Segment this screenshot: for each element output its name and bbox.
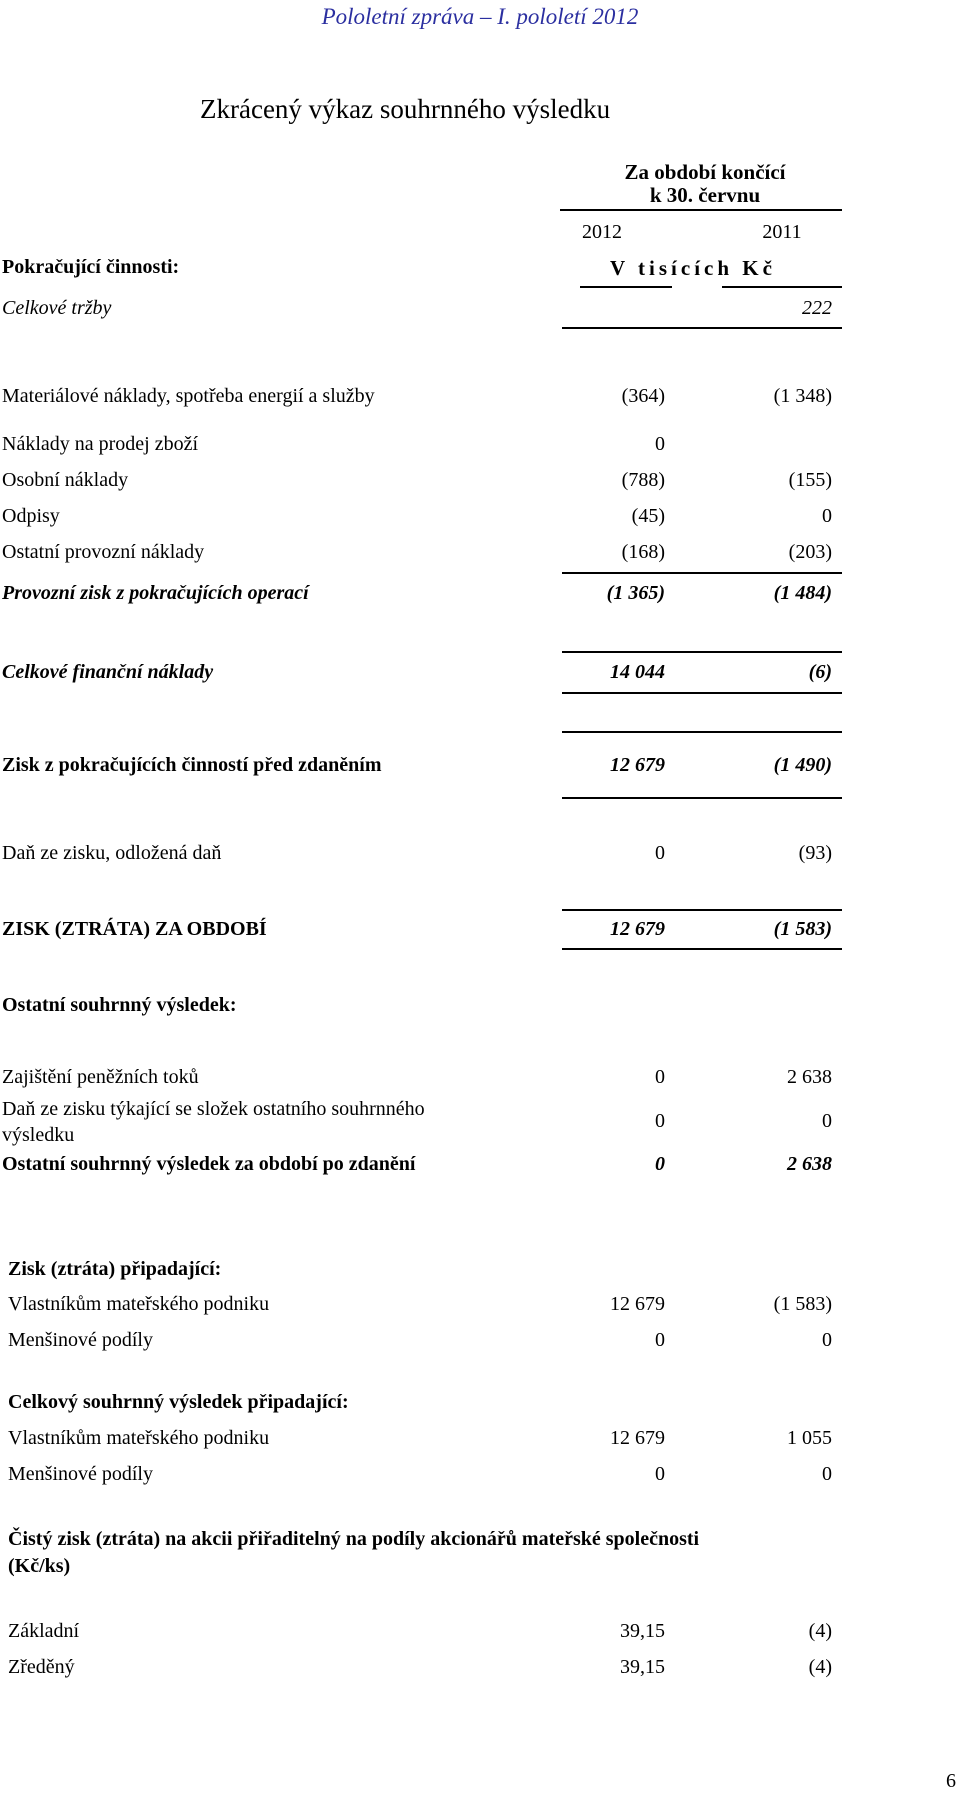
units-underline-2011 <box>722 286 842 288</box>
row-odpisy <box>0 505 960 533</box>
row-label: Čistý zisk (ztráta) na akcii přiřaditelný na podíly akcionářů mateřské společnosti <box>8 1528 700 1550</box>
value-2012: 0 <box>655 1153 665 1175</box>
row-celkove-trzby <box>0 297 960 325</box>
rule <box>562 797 842 799</box>
row-ostatni-souhrnny-po-zdaneni <box>0 1153 960 1181</box>
value-2011: (203) <box>788 541 832 563</box>
row-celkovy-souhrnny-pripadajici <box>0 1391 960 1419</box>
row-mensinove-2 <box>0 1463 960 1491</box>
value-2011: 222 <box>802 297 832 319</box>
value-2011: 1 055 <box>787 1427 832 1449</box>
rule <box>562 327 842 329</box>
page-title: Zkrácený výkaz souhrnného výsledku <box>200 94 611 124</box>
row-label: Menšinové podíly <box>8 1463 153 1485</box>
row-zisk-pripadajici <box>0 1258 960 1286</box>
row-label: (Kč/ks) <box>8 1555 71 1577</box>
value-2011: (155) <box>788 469 832 491</box>
row-label: Celkové finanční náklady <box>2 661 214 683</box>
units-label: V tisících Kč <box>610 256 776 280</box>
value-2012: 12 679 <box>610 754 665 776</box>
row-mensinove-1 <box>0 1329 960 1357</box>
row-label: Celkový souhrnný výsledek připadající: <box>8 1391 349 1413</box>
running-header: Pololetní zpráva – I. pololetí 2012 <box>321 4 639 29</box>
row-zisk-pred-zdanenim <box>0 754 960 782</box>
value-2012: 0 <box>655 842 665 864</box>
row-vlastnikum-2 <box>0 1427 960 1455</box>
value-2011: (4) <box>808 1620 832 1642</box>
rule <box>562 572 842 574</box>
value-2012: 12 679 <box>610 1293 665 1315</box>
row-provozni-zisk <box>0 582 960 610</box>
value-2012: 0 <box>655 1066 665 1088</box>
row-zredeny <box>0 1656 960 1684</box>
row-zajisteni-penezních-toku <box>0 1066 960 1094</box>
rule <box>562 948 842 950</box>
row-label: Provozní zisk z pokračujících operací <box>2 582 309 604</box>
row-label: Menšinové podíly <box>8 1329 153 1351</box>
value-2011: 0 <box>822 1463 832 1485</box>
row-label: Daň ze zisku týkající se složek ostatního souhrnného <box>2 1098 425 1120</box>
value-2011: (93) <box>798 842 832 864</box>
value-2012: (788) <box>621 469 665 491</box>
value-2012: 0 <box>655 1110 665 1132</box>
value-2012: (1 365) <box>606 582 665 604</box>
value-2011: 0 <box>822 505 832 527</box>
value-2011: (4) <box>808 1656 832 1678</box>
row-naklady-na-prodej-zbozi <box>0 433 960 461</box>
row-label: výsledku <box>2 1124 75 1146</box>
row-label: Odpisy <box>2 505 60 527</box>
section-continuing-label: Pokračující činnosti: <box>2 256 180 278</box>
value-2012: 0 <box>655 433 665 455</box>
row-label: Zředěný <box>8 1656 75 1678</box>
row-zisk-za-obdobi <box>0 918 960 946</box>
row-label: Celkové tržby <box>2 297 112 319</box>
row-dan-ze-zisku <box>0 842 960 870</box>
value-2011: (6) <box>808 661 832 683</box>
period-underline <box>560 209 842 211</box>
page-number: 6 <box>946 1770 956 1792</box>
row-zakladni <box>0 1620 960 1648</box>
row-label: Základní <box>8 1620 80 1642</box>
section-continuing <box>0 256 960 284</box>
value-2012: 12 679 <box>610 918 665 940</box>
row-label: Vlastníkům mateřského podniku <box>8 1293 270 1315</box>
row-ostatni-souhrnny-vysledek <box>0 994 960 1022</box>
year-2011: 2011 <box>762 221 802 243</box>
row-materialove-naklady <box>0 385 960 413</box>
row-label: Zisk (ztráta) připadající: <box>8 1258 222 1280</box>
row-label: Zisk z pokračujících činností před zdaněním <box>2 754 382 776</box>
year-2012: 2012 <box>582 221 622 243</box>
row-label: Ostatní provozní náklady <box>2 541 205 563</box>
value-2011: (1 583) <box>773 918 832 940</box>
value-2011: 0 <box>822 1110 832 1132</box>
value-2011: (1 583) <box>773 1293 832 1315</box>
rule <box>562 692 842 694</box>
value-2012: (45) <box>631 505 665 527</box>
period-label-line-2: k 30. červnu <box>649 183 761 207</box>
row-label: Osobní náklady <box>2 469 129 491</box>
row-osobni-naklady <box>0 469 960 497</box>
rule <box>562 651 842 653</box>
rule <box>562 909 842 911</box>
value-2012: (364) <box>621 385 665 407</box>
row-celkove-financni-naklady <box>0 661 960 689</box>
row-label: Daň ze zisku, odložená daň <box>2 842 222 864</box>
value-2012: (168) <box>621 541 665 563</box>
value-2012: 39,15 <box>620 1656 665 1678</box>
row-dan-slozky-ostatniho-cont <box>0 1124 960 1152</box>
row-label: Zajištění peněžních toků <box>2 1066 199 1088</box>
value-2012: 0 <box>655 1463 665 1485</box>
units-underline-2012 <box>580 286 672 288</box>
row-cisty-zisk-na-akcii-units <box>0 1555 960 1583</box>
value-2011: 2 638 <box>787 1066 832 1088</box>
value-2012: 0 <box>655 1329 665 1351</box>
value-2011: 0 <box>822 1329 832 1351</box>
value-2012: 12 679 <box>610 1427 665 1449</box>
row-label: ZISK (ZTRÁTA) ZA OBDOBÍ <box>2 918 267 940</box>
row-label: Materiálové náklady, spotřeba energií a služby <box>2 385 375 407</box>
row-label: Vlastníkům mateřského podniku <box>8 1427 270 1449</box>
row-cisty-zisk-na-akcii <box>0 1528 960 1556</box>
row-vlastnikum-1 <box>0 1293 960 1321</box>
value-2011: (1 484) <box>773 582 832 604</box>
row-ostatni-provozni-naklady <box>0 541 960 569</box>
value-2012: 14 044 <box>610 661 665 683</box>
period-label-line-1: Za období končící <box>624 160 786 184</box>
value-2011: (1 348) <box>773 385 832 407</box>
row-label: Ostatní souhrnný výsledek za období po zdanění <box>2 1153 416 1175</box>
row-label: Náklady na prodej zboží <box>2 433 199 455</box>
value-2011: (1 490) <box>773 754 832 776</box>
row-label: Ostatní souhrnný výsledek: <box>2 994 237 1016</box>
value-2012: 39,15 <box>620 1620 665 1642</box>
value-2011: 2 638 <box>787 1153 832 1175</box>
rule <box>562 731 842 733</box>
period-heading <box>560 161 850 207</box>
